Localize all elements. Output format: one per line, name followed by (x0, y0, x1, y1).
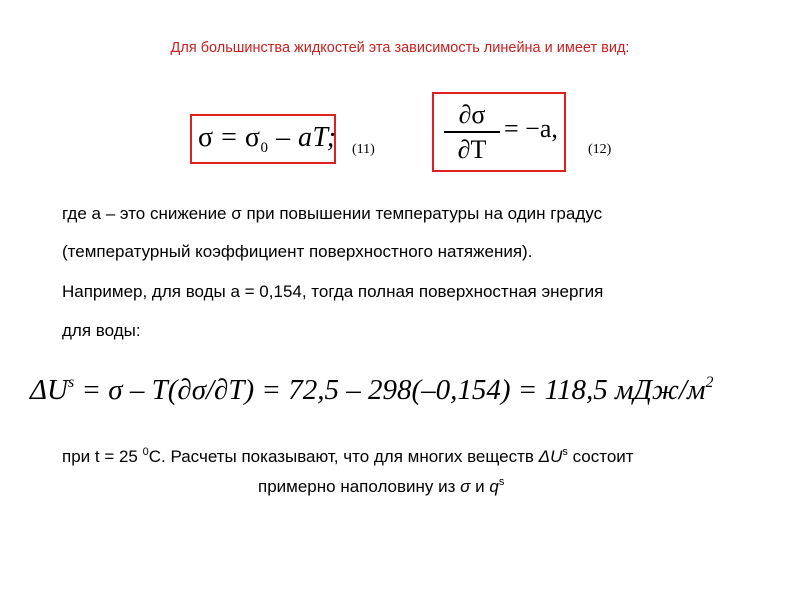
equation-number-12: (12) (588, 142, 612, 157)
body-line-1: где a – это снижение σ при повышении температуры на один градус (62, 204, 603, 223)
footer-suffix: состоит (567, 447, 634, 466)
delta-u-superscript: s (67, 374, 75, 391)
delta-u: ΔU (30, 374, 68, 406)
sigma-zero-subscript: 0 (260, 140, 269, 156)
fraction-denominator: ∂T (457, 134, 487, 164)
footer-sigma: σ (460, 477, 471, 496)
footer-line-1 (62, 446, 634, 467)
fraction-bar (444, 131, 500, 133)
formula-12-rhs: = −a, (504, 114, 558, 143)
main-equation (30, 374, 713, 407)
partial-derivative-fraction (444, 100, 500, 166)
footer-q: q (489, 477, 499, 496)
formula-11 (198, 122, 337, 157)
intro-heading: Для большинства жидкостей эта зависимость линейна и имеет вид: (170, 40, 630, 56)
equation-number-11: (11) (352, 142, 375, 157)
formula-11-rest: – aT; (268, 122, 337, 153)
body-line-4: для воды: (62, 321, 141, 340)
body-line-2: (температурный коэффициент поверхностного натяжения). (62, 242, 533, 261)
footer-prefix: при t = 25 (62, 447, 143, 466)
formula-12-box (432, 92, 566, 172)
body-line-3: Например, для воды a = 0,154, тогда полная поверхностная энергия (62, 282, 604, 301)
main-equation-rest: = σ – T(∂σ/∂T) = 72,5 – 298(–0,154) = 118,5 мДж/м (74, 374, 706, 406)
unit-superscript: 2 (705, 374, 714, 391)
footer-mid: С. Расчеты показывают, что для многих веществ (148, 447, 539, 466)
sigma-zero: σ (244, 122, 261, 153)
sigma-symbol: σ (198, 122, 214, 153)
footer-delta-u-superscript: s (562, 446, 568, 458)
formula-11-box (190, 114, 336, 164)
footer-line-2 (258, 476, 504, 497)
footer-and: и (470, 477, 490, 496)
footer-line2-prefix: примерно наполовину из (258, 477, 461, 496)
fraction-numerator: ∂σ (458, 100, 486, 129)
equals-sign: = (213, 122, 245, 153)
footer-q-superscript: s (498, 476, 505, 488)
footer-delta-u: ΔU (538, 447, 563, 466)
degree-superscript: 0 (142, 446, 149, 458)
